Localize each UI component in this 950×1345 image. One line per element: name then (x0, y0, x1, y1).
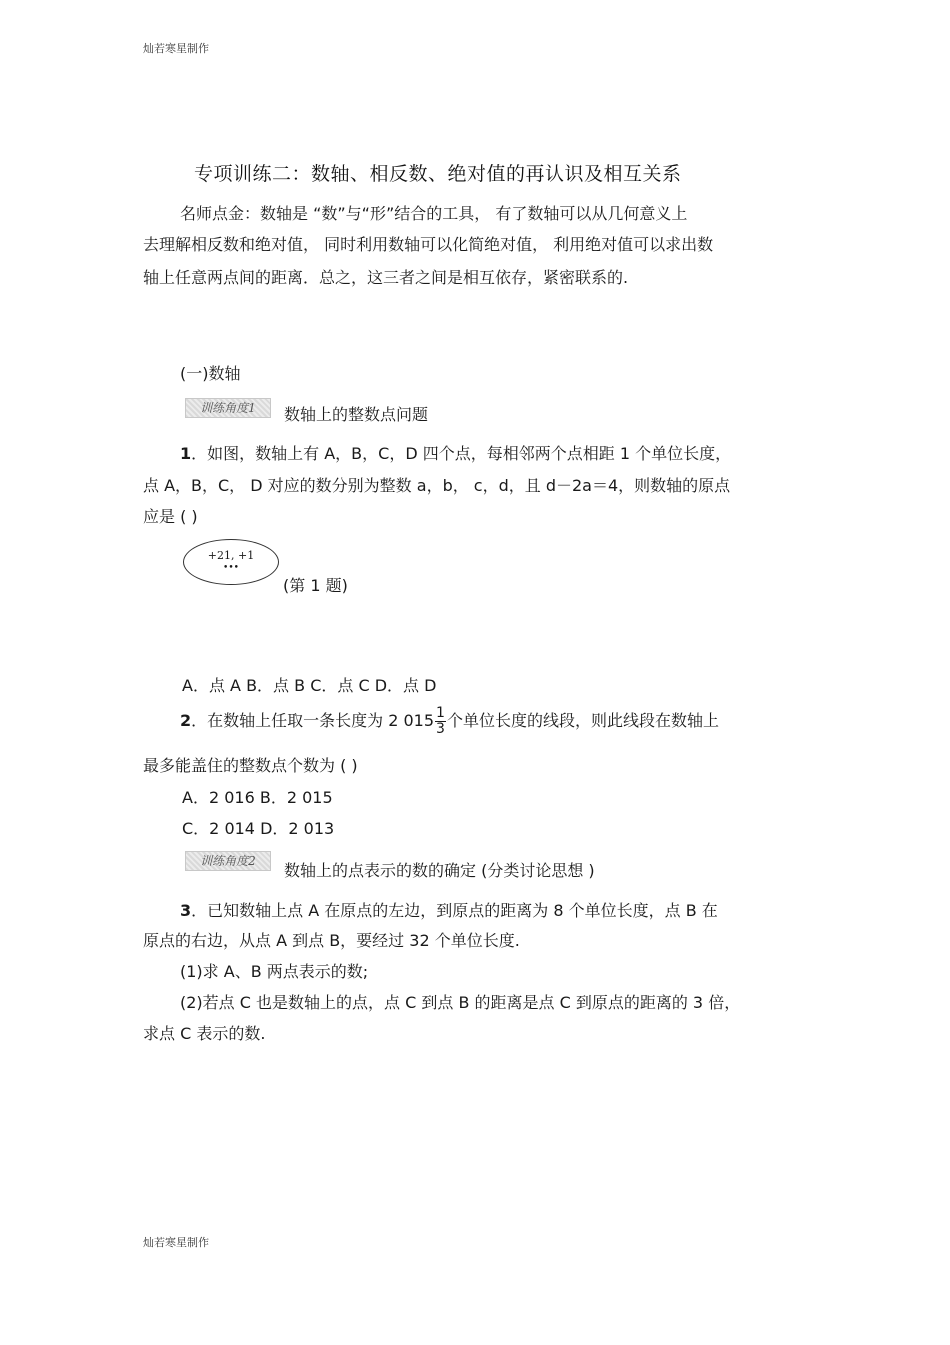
footer-watermark: 灿若寒星制作 (143, 1236, 209, 1249)
training-angle-badge-1: 训练角度1 (185, 398, 271, 418)
question-3-sub-2-line-2: 求点 C 表示的数. (143, 1024, 266, 1043)
question-1-options: A．点 A B．点 B C．点 C D．点 D (182, 676, 437, 695)
question-3-sub-1: (1)求 A、B 两点表示的数; (180, 962, 369, 981)
fraction-denominator: 3 (436, 721, 445, 737)
question-1-line-2: 点 A，B，C， D 对应的数分别为整数 a，b， c，d，且 d－2a＝4，则数轴的原点 (143, 476, 731, 495)
intro-line-2: 去理解相反数和绝对值， 同时利用数轴可以化简绝对值， 利用绝对值可以求出数 (143, 235, 714, 254)
training-angle-text-1: 数轴上的整数点问题 (284, 405, 429, 424)
question-2-number: 2 (180, 711, 192, 730)
question-3-text: ．已知数轴上点 A 在原点的左边，到原点的距离为 8 个单位长度，点 B 在 (191, 901, 718, 920)
header-watermark: 灿若寒星制作 (143, 42, 209, 55)
question-3-line-2: 原点的右边，从点 A 到点 B，要经过 32 个单位长度. (143, 931, 520, 950)
question-2-pre: ．在数轴上任取一条长度为 2 015 (191, 711, 435, 730)
training-angle-badge-2: 训练角度2 (185, 851, 271, 871)
question-2-line-1 (180, 706, 719, 737)
question-1-line-1 (180, 441, 731, 464)
question-3-line-1 (180, 898, 718, 921)
intro-line-3: 轴上任意两点间的距离．总之，这三者之间是相互依存，紧密联系的. (143, 268, 629, 287)
question-2-fraction (435, 706, 446, 737)
intro-line-1: 名师点金：数轴是 “数”与“形”结合的工具， 有了数轴可以从几何意义上 (180, 204, 688, 223)
question-3-number: 3 (180, 901, 192, 920)
figure-text: +21, +1 (207, 549, 255, 562)
figure-caption: (第 1 题) (283, 576, 348, 595)
question-1-number: 1 (180, 444, 192, 463)
question-2-options-1: A．2 016 B．2 015 (182, 788, 333, 807)
question-2-options-2: C．2 014 D．2 013 (182, 819, 335, 838)
page-title: 专项训练二：数轴、相反数、绝对值的再认识及相互关系 (194, 163, 682, 185)
question-1-figure (183, 539, 279, 585)
question-1-text: ．如图，数轴上有 A，B，C，D 四个点，每相邻两个点相距 1 个单位长度， (191, 444, 732, 463)
figure-dots: ••• (223, 563, 239, 573)
question-1-line-3: 应是 ( ) (143, 507, 198, 526)
section-heading: (一)数轴 (180, 364, 241, 383)
training-angle-text-2: 数轴上的点表示的数的确定 (分类讨论思想 ) (284, 861, 595, 880)
fraction-numerator: 1 (436, 705, 445, 721)
question-2-line-2: 最多能盖住的整数点个数为 ( ) (143, 756, 358, 775)
question-3-sub-2-line-1: (2)若点 C 也是数轴上的点，点 C 到点 B 的距离是点 C 到原点的距离的 3 倍， (180, 993, 741, 1012)
question-2-post: 个单位长度的线段，则此线段在数轴上 (446, 711, 719, 730)
